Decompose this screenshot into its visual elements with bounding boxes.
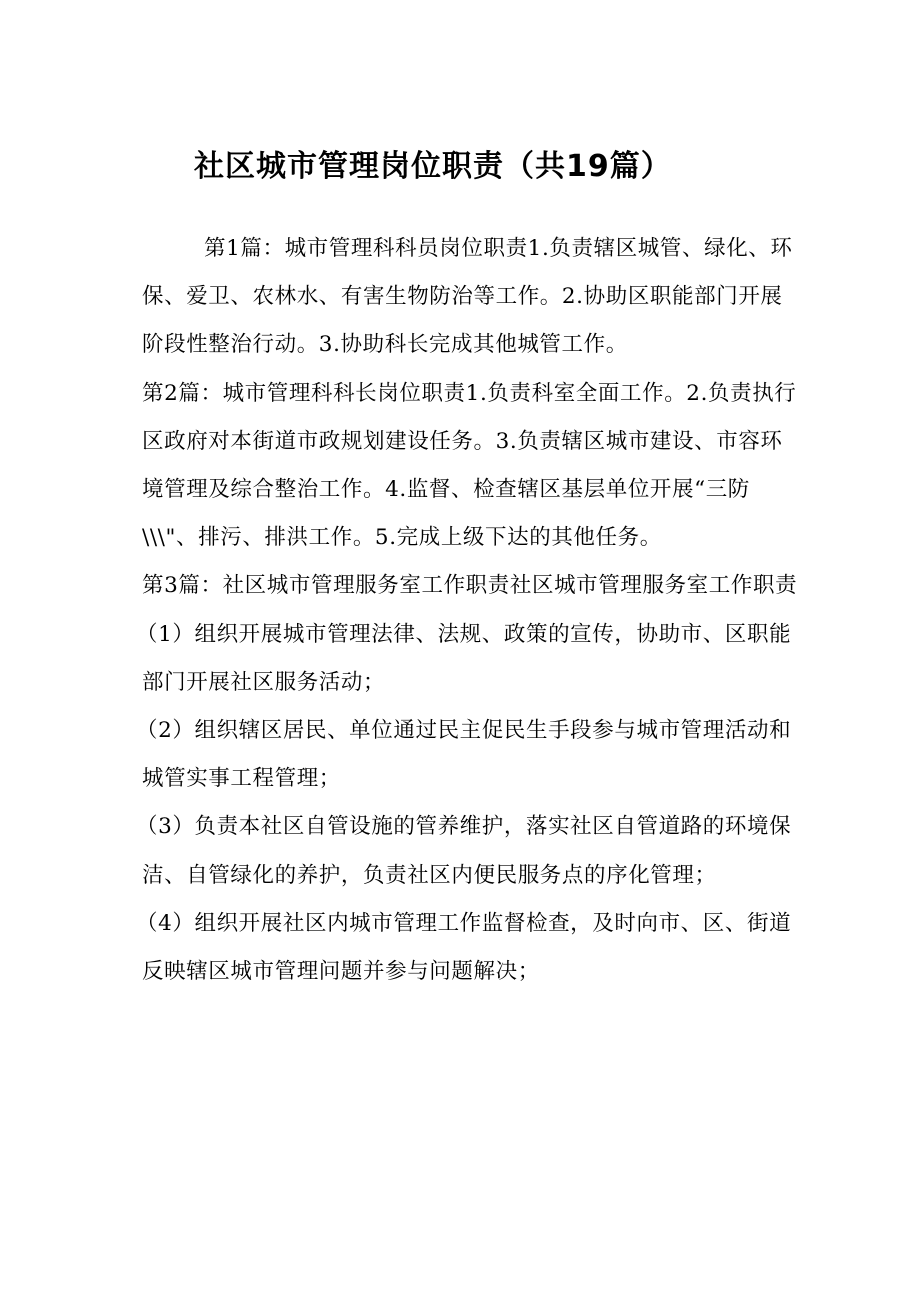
paragraph-item-3: （3）负责本社区自管设施的管养维护，落实社区自管道路的环境保洁、自管绿化的养护，负责社区内便民服务点的序化管理； [136, 814, 792, 888]
paragraph-part-3: 第3篇：社区城市管理服务室工作职责社区城市管理服务室工作职责 [142, 573, 798, 599]
paragraph-part-2: 第2篇：城市管理科科长岗位职责1.负责科室全面工作。2.负责执行区政府对本街道市政规划建设任务。3.负责辖区城市建设、市容环境管理及综合整治工作。4.监督、检查辖区基层单位开展“三防\\\"、排污、排洪工作。5.完成上级下达的其他任务。 [142, 380, 797, 551]
paragraph-item-2: （2）组织辖区居民、单位通过民主促民生手段参与城市管理活动和城管实事工程管理； [136, 718, 792, 792]
paragraph-part-1: 第1篇：城市管理科科员岗位职责1.负责辖区城管、绿化、环保、爱卫、农林水、有害生物防治等工作。2.协助区职能部门开展阶段性整治行动。3.协助科长完成其他城管工作。 [142, 236, 793, 358]
document-body [136, 225, 802, 996]
paragraph-item-4: （4）组织开展社区内城市管理工作监督检查，及时向市、区、街道反映辖区城市管理问题并参与问题解决； [136, 910, 792, 985]
document-title: 社区城市管理岗位职责（共19篇） [194, 149, 672, 184]
paragraph-item-1: （1）组织开展城市管理法律、法规、政策的宣传，协助市、区职能部门开展社区服务活动； [136, 621, 792, 695]
